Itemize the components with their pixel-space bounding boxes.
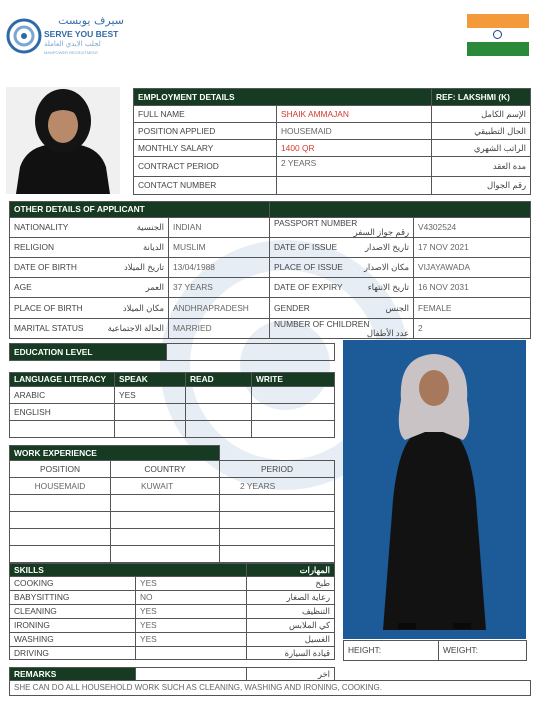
religion-label-ar: الديانة: [143, 242, 164, 253]
remarks-title: REMARKS: [10, 668, 136, 681]
gender-cell: [270, 298, 414, 319]
language-speak: [115, 421, 186, 438]
monthly-salary-value: 1400 QR: [277, 140, 432, 157]
work-position: [10, 529, 111, 546]
height-weight-table: [343, 640, 527, 661]
place-of-issue-label: PLACE OF ISSUE: [274, 262, 343, 273]
date-of-issue-label: DATE OF ISSUE: [274, 242, 338, 253]
nationality-label-ar: الجنسية: [136, 222, 164, 233]
work-experience-table: [9, 445, 335, 563]
skill-label: BABYSITTING: [10, 591, 136, 605]
religion-value: MUSLIM: [169, 238, 270, 258]
religion-cell: [10, 238, 169, 258]
applicant-full-photo: [343, 340, 526, 639]
religion-label: RELIGION: [14, 242, 55, 253]
full-name-label: FULL NAME: [134, 106, 277, 123]
work-position: [10, 495, 111, 512]
skill-label: IRONING: [10, 619, 136, 633]
gender-value: FEMALE: [414, 298, 531, 319]
place-of-issue-value: VIJAYAWADA: [414, 258, 531, 278]
language-write: [252, 421, 335, 438]
employment-details-title: EMPLOYMENT DETAILS: [134, 89, 432, 106]
reference-code: REF: LAKSHMI (K): [432, 89, 531, 106]
skill-label-ar: الغسيل: [247, 633, 335, 647]
skill-label: DRIVING: [10, 647, 136, 660]
date-of-expiry-cell: [270, 278, 414, 298]
skill-label-ar: رعاية الصغار: [247, 591, 335, 605]
date-of-birth-value: 13/04/1988: [169, 258, 270, 278]
number-of-children-label-ar: عدد الأطفال: [366, 327, 409, 338]
language-read: [186, 421, 252, 438]
nationality-value: INDIAN: [169, 218, 270, 238]
read-header: READ: [186, 373, 252, 387]
logo-arabic-sub: لجلب الايدي العاملة: [44, 40, 101, 48]
skill-value: [136, 647, 247, 660]
marital-status-value: MARRIED: [169, 319, 270, 339]
gender-label-ar: الجنس: [385, 302, 409, 313]
speak-header: SPEAK: [115, 373, 186, 387]
contract-period-value: 2 YEARS: [277, 157, 432, 177]
place-of-birth-cell: [10, 298, 169, 319]
language-literacy-table: [9, 372, 335, 438]
other-details-title: OTHER DETAILS OF APPLICANT: [10, 202, 270, 218]
other-details-title-right: [270, 202, 531, 218]
skill-value: YES: [136, 605, 247, 619]
marital-status-label: MARITAL STATUS: [14, 323, 84, 334]
language-speak: YES: [115, 387, 186, 404]
work-country: [111, 529, 220, 546]
education-level-table: [9, 343, 335, 361]
work-country: KUWAIT: [111, 478, 220, 495]
work-experience-title: WORK EXPERIENCE: [10, 446, 220, 461]
remarks-table: [9, 667, 531, 696]
place-of-issue-label-ar: مكان الاصدار: [363, 262, 409, 273]
country-header: COUNTRY: [111, 461, 220, 478]
remarks-blank-right: [335, 668, 531, 681]
work-period: [220, 512, 335, 529]
passport-number-label-ar: رقم جواز السفر: [353, 226, 409, 237]
skill-value: YES: [136, 619, 247, 633]
place-of-birth-label: PLACE OF BIRTH: [14, 302, 83, 313]
date-of-birth-label-ar: تاريخ الميلاد: [124, 262, 164, 273]
work-country: [111, 546, 220, 563]
passport-number-label: PASSPORT NUMBER: [274, 218, 358, 229]
company-logo: [6, 14, 131, 60]
skill-label: CLEANING: [10, 605, 136, 619]
remarks-title-ar: اخر: [247, 668, 335, 681]
age-label: AGE: [14, 282, 32, 293]
language-name: [10, 421, 115, 438]
language-write: [252, 387, 335, 404]
passport-number-cell: [270, 218, 414, 238]
work-position: HOUSEMAID: [10, 478, 111, 495]
applicant-portrait-photo: [6, 87, 120, 194]
skill-label-ar: كي الملابس: [247, 619, 335, 633]
number-of-children-cell: [270, 319, 414, 339]
contract-period-label: CONTRACT PERIOD: [134, 157, 277, 177]
position-applied-value: HOUSEMAID: [277, 123, 432, 140]
language-literacy-header: LANGUAGE LITERACY: [10, 373, 115, 387]
skill-label-ar: التنظيف: [247, 605, 335, 619]
work-country: [111, 512, 220, 529]
language-name: ENGLISH: [10, 404, 115, 421]
education-level-title: EDUCATION LEVEL: [10, 344, 167, 361]
skills-title-ar: المهارات: [247, 564, 335, 577]
date-of-birth-label: DATE OF BIRTH: [14, 262, 77, 273]
skill-value: NO: [136, 591, 247, 605]
nationality-cell: [10, 218, 169, 238]
skill-label-ar: طبخ: [247, 577, 335, 591]
language-speak: [115, 404, 186, 421]
work-experience-title-blank: [220, 446, 335, 461]
skill-value: YES: [136, 633, 247, 647]
other-details-table: [9, 201, 531, 339]
weight-label: WEIGHT:: [439, 641, 527, 661]
date-of-issue-cell: [270, 238, 414, 258]
skill-label-ar: قيادة السيارة: [247, 647, 335, 660]
monthly-salary-label-ar: الراتب الشهري: [432, 140, 531, 157]
place-of-issue-cell: [270, 258, 414, 278]
contract-period-label-ar: مدة العقد: [432, 157, 531, 177]
height-label: HEIGHT:: [344, 641, 439, 661]
date-of-issue-label-ar: تاريخ الاصدار: [365, 242, 409, 253]
marital-status-label-ar: الحالة الاجتماعية: [107, 323, 164, 334]
work-period: [220, 495, 335, 512]
date-of-issue-value: 17 NOV 2021: [414, 238, 531, 258]
marital-status-cell: [10, 319, 169, 339]
logo-name: SERVE YOU BEST: [44, 29, 119, 39]
language-write: [252, 404, 335, 421]
age-label-ar: العمر: [145, 282, 164, 293]
language-name: ARABIC: [10, 387, 115, 404]
monthly-salary-label: MONTHLY SALARY: [134, 140, 277, 157]
work-country: [111, 495, 220, 512]
work-position: [10, 512, 111, 529]
skill-label: COOKING: [10, 577, 136, 591]
write-header: WRITE: [252, 373, 335, 387]
language-read: [186, 387, 252, 404]
position-applied-label-ar: الحال التطبيقي: [432, 123, 531, 140]
skills-title: SKILLS: [10, 564, 247, 577]
passport-number-value: V4302524: [414, 218, 531, 238]
skill-value: YES: [136, 577, 247, 591]
employment-details-table: [133, 88, 531, 195]
india-flag-icon: [467, 14, 529, 56]
logo-icon: [6, 18, 42, 54]
period-header: PERIOD: [220, 461, 335, 478]
logo-arabic: سيرف يوبست: [58, 14, 124, 27]
skills-table: [9, 563, 335, 660]
place-of-birth-value: ANDHRAPRADESH: [169, 298, 270, 319]
nationality-label: NATIONALITY: [14, 222, 69, 233]
age-cell: [10, 278, 169, 298]
full-name-label-ar: الإسم الكامل: [432, 106, 531, 123]
remarks-text: SHE CAN DO ALL HOUSEHOLD WORK SUCH AS CLEANING, WASHING AND IRONING, COOKING.: [10, 681, 531, 696]
place-of-birth-label-ar: مكان الميلاد: [122, 302, 164, 313]
language-read: [186, 404, 252, 421]
number-of-children-label: NUMBER OF CHILDREN: [274, 319, 370, 330]
date-of-expiry-value: 16 NOV 2031: [414, 278, 531, 298]
date-of-expiry-label: DATE OF EXPIRY: [274, 282, 343, 293]
logo-tagline: MANPOWER RECRUITMENT: [44, 50, 99, 55]
work-period: 2 YEARS: [220, 478, 335, 495]
skill-label: WASHING: [10, 633, 136, 647]
date-of-expiry-label-ar: تاريخ الانتهاء: [367, 282, 409, 293]
contact-number-value: [277, 177, 432, 195]
work-period: [220, 529, 335, 546]
remarks-blank: [136, 668, 247, 681]
full-name-value: SHAIK AMMAJAN: [277, 106, 432, 123]
gender-label: GENDER: [274, 302, 310, 313]
position-applied-label: POSITION APPLIED: [134, 123, 277, 140]
education-level-value: [167, 344, 335, 361]
work-period: [220, 546, 335, 563]
position-header: POSITION: [10, 461, 111, 478]
contact-number-label: CONTACT NUMBER: [134, 177, 277, 195]
age-value: 37 YEARS: [169, 278, 270, 298]
date-of-birth-cell: [10, 258, 169, 278]
number-of-children-value: 2: [414, 319, 531, 339]
contact-number-label-ar: رقم الجوال: [432, 177, 531, 195]
work-position: [10, 546, 111, 563]
